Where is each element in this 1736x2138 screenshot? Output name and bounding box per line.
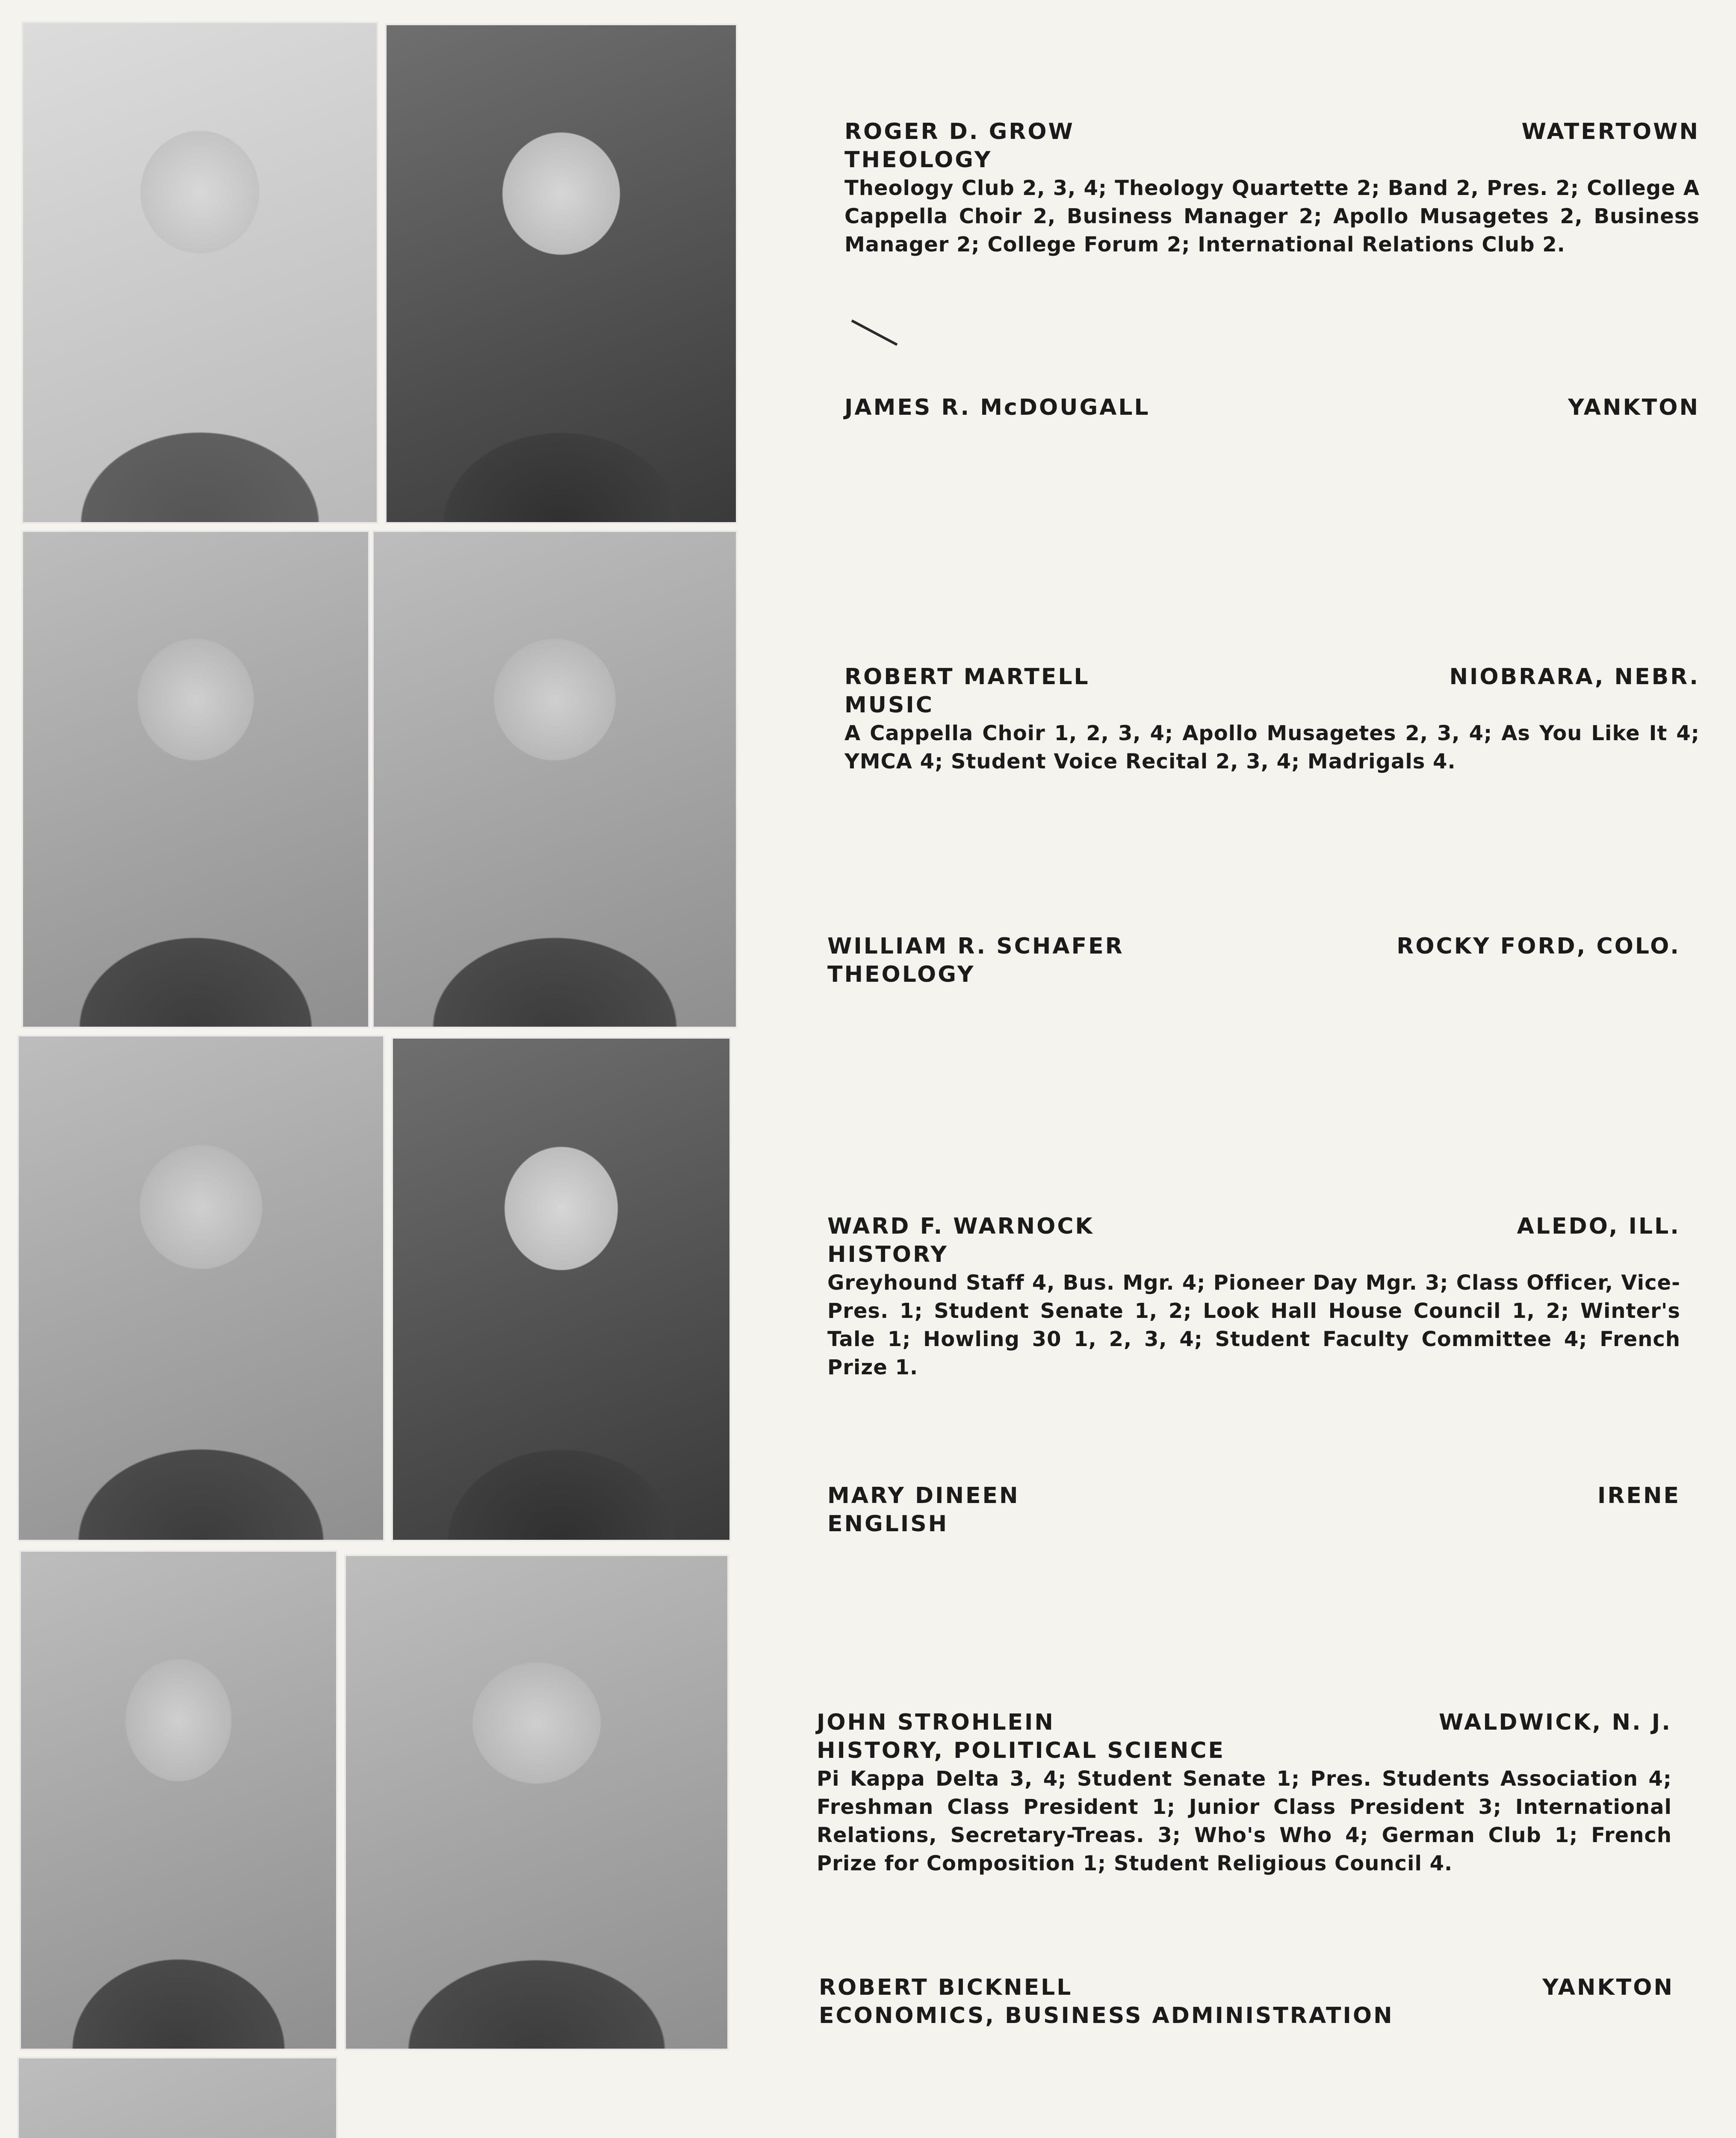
student-major: MUSIC bbox=[844, 692, 934, 718]
student-activities: Greyhound Staff 4, Bus. Mgr. 4; Pioneer Day Mgr. 3; Class Officer, Vice-Pres. 1; Student Senate 1, 2; Look Hall House Council 1, 2; Winter's Tale 1; Howling 30 1, 2, 3, 4; Student Faculty Committee 4; French Prize 1. bbox=[827, 1271, 1680, 1379]
student-entry bbox=[827, 932, 1680, 989]
portrait-photo bbox=[385, 24, 738, 524]
student-entry bbox=[844, 393, 1700, 422]
student-name: MARY DINEEN bbox=[827, 1483, 1020, 1509]
student-entry bbox=[827, 1212, 1680, 1382]
student-major: HISTORY bbox=[827, 1242, 948, 1267]
student-entry bbox=[844, 118, 1700, 259]
portrait-photo bbox=[344, 1554, 729, 2050]
portrait-photo bbox=[17, 1035, 385, 1541]
student-major: THEOLOGY bbox=[844, 147, 992, 173]
student-major: THEOLOGY bbox=[827, 962, 975, 987]
student-hometown: ROCKY FORD, COLO. bbox=[1396, 933, 1680, 959]
student-entry bbox=[817, 1708, 1672, 1878]
student-activities: A Cappella Choir 1, 2, 3, 4; Apollo Musagetes 2, 3, 4; As You Like It 4; YMCA 4; Student Voice Recital 2, 3, 4; Madrigals 4. bbox=[844, 721, 1700, 774]
portrait-photo bbox=[372, 530, 738, 1028]
student-major: HISTORY, POLITICAL SCIENCE bbox=[817, 1738, 1225, 1763]
student-name: WARD F. WARNOCK bbox=[827, 1214, 1094, 1239]
student-hometown: YANKTON bbox=[1542, 1975, 1674, 2000]
portrait-photo bbox=[391, 1037, 731, 1541]
student-name: WILLIAM R. SCHAFER bbox=[827, 933, 1124, 959]
student-hometown: IRENE bbox=[1597, 1483, 1680, 1509]
student-major: ECONOMICS, BUSINESS ADMINISTRATION bbox=[819, 2003, 1394, 2029]
student-hometown: WATERTOWN bbox=[1521, 119, 1700, 145]
student-hometown: ALEDO, ILL. bbox=[1517, 1214, 1680, 1239]
student-name: JOHN STROHLEIN bbox=[817, 1710, 1055, 1735]
pen-mark bbox=[851, 319, 898, 346]
student-entry bbox=[827, 1482, 1680, 1538]
portrait-photo bbox=[21, 21, 378, 524]
student-hometown: YANKTON bbox=[1568, 395, 1700, 420]
student-hometown: WALDWICK, N. J. bbox=[1438, 1710, 1672, 1735]
portrait-photo bbox=[17, 2057, 338, 2138]
student-name: ROBERT BICKNELL bbox=[819, 1975, 1073, 2000]
portrait-photo bbox=[19, 1550, 338, 2050]
student-activities: Pi Kappa Delta 3, 4; Student Senate 1; Pres. Students Association 4; Freshman Class President 1; Junior Class President 3; International Relations, Secretary-Treas. 3; Who's Who 4; German Club 1; French Prize for Composition 1; Student Religious Council 4. bbox=[817, 1767, 1672, 1875]
student-name: ROBERT MARTELL bbox=[844, 664, 1090, 690]
student-hometown: NIOBRARA, NEBR. bbox=[1449, 664, 1700, 690]
student-entry bbox=[819, 1973, 1674, 2030]
student-entry bbox=[844, 663, 1700, 776]
portrait-photo bbox=[21, 530, 370, 1028]
student-major: ENGLISH bbox=[827, 1511, 949, 1537]
student-name: JAMES R. McDOUGALL bbox=[844, 395, 1150, 420]
student-activities: Theology Club 2, 3, 4; Theology Quartette 2; Band 2, Pres. 2; College A Cappella Choir 2, Business Manager 2; Apollo Musagetes 2, Business Manager 2; College Forum 2; International Relations Club 2. bbox=[844, 176, 1700, 257]
student-name: ROGER D. GROW bbox=[844, 119, 1075, 145]
